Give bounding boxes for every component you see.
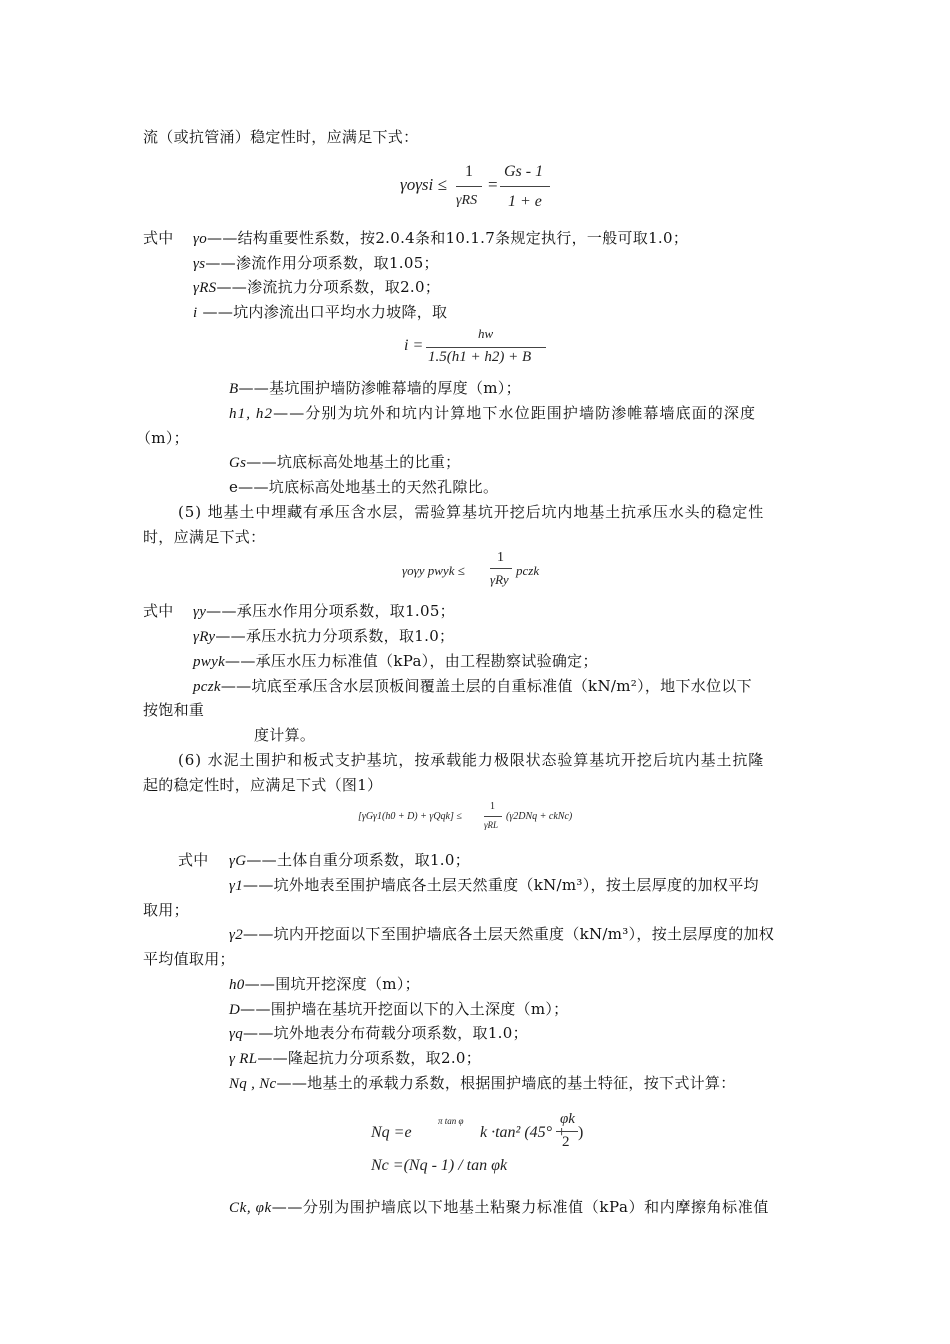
definition: γG——土体自重分项系数，取1.0；: [229, 851, 470, 869]
formula-close-paren: ): [578, 1124, 584, 1141]
definition: γRy——承压水抗力分项系数，取1.0；: [193, 627, 455, 645]
definition: γRS——渗流抗力分项系数，取2.0；: [193, 278, 441, 296]
formula-numerator: 1: [465, 163, 473, 180]
definition: pczk——坑底至承压含水层顶板间覆盖土层的自重标准值（kN/m²），地下水位以下: [193, 677, 752, 695]
fraction-bar: [490, 568, 512, 569]
definition: Gs——坑底标高处地基土的比重；: [229, 453, 461, 471]
definition: γ1——坑外地表至围护墙底各土层天然重度（kN/m³），按土层厚度的加权平均: [229, 876, 759, 894]
formula-denominator: 1.5(h1 + h2) + B: [428, 349, 532, 365]
formula-denominator: γRy: [490, 572, 509, 587]
formula-equals: =: [488, 175, 498, 194]
fraction-bar: [484, 816, 502, 817]
where-label: 式中: [178, 851, 209, 869]
definition: γ RL——隆起抗力分项系数，取2.0；: [229, 1049, 482, 1067]
definition: 度计算。: [254, 726, 316, 744]
formula-exponent: π tan φ: [438, 1116, 464, 1126]
definition: γo——结构重要性系数，按2.0.4条和10.1.7条规定执行，一般可取1.0；: [193, 229, 689, 247]
formula-denominator: 2: [562, 1134, 570, 1150]
definition: pwyk——承压水压力标准值（kPa），由工程勘察试验确定；: [193, 652, 598, 670]
definition: h0——围坑开挖深度（m）；: [229, 975, 420, 993]
definition: γq——坑外地表分布荷载分项系数，取1.0；: [229, 1024, 528, 1042]
formula-numerator: 1: [497, 550, 504, 565]
formula-denominator: γRS: [456, 193, 478, 208]
fraction-bar: [456, 186, 482, 187]
definition: γs——渗流作用分项系数，取1.05；: [193, 254, 439, 272]
definition: D——围护墙在基坑开挖面以下的入土深度（m）；: [229, 1000, 569, 1018]
formula-nq-mid: k ·tan² (45° +: [480, 1124, 567, 1141]
where-label: 式中: [143, 229, 174, 247]
formula-lhs: [γGγ1(h0 + D) + γQqk] ≤: [358, 811, 462, 822]
formula-denominator: γRL: [484, 820, 499, 830]
formula-denominator: 1 + e: [508, 193, 542, 210]
definition: i ——坑内渗流出口平均水力坡降，取: [193, 303, 448, 321]
definition: 按饱和重: [143, 701, 205, 719]
formula-rhs: pczk: [516, 563, 540, 578]
formula-lhs: i =: [404, 337, 424, 354]
paragraph-6-line2: 起的稳定性时，应满足下式（图1）: [143, 776, 383, 794]
formula-numerator: hw: [478, 326, 494, 341]
paragraph-6-line1: (6) 水泥土围护和板式支护基坑，按承载能力极限状态验算基坑开挖后坑内基土抗隆: [178, 751, 765, 769]
formula-nq-lhs: Nq =e: [371, 1124, 412, 1141]
definition: 平均值取用；: [143, 950, 235, 968]
fraction-bar: [426, 347, 546, 348]
formula-numerator: 1: [490, 801, 495, 812]
definition: γy——承压水作用分项系数，取1.05；: [193, 602, 455, 620]
definition: （m）；: [136, 429, 189, 447]
formula-lhs: γoγy pwyk ≤: [402, 563, 465, 578]
formula-numerator: Gs - 1: [504, 163, 544, 180]
definition: Ck, φk——分别为围护墙底以下地基土粘聚力标准值（kPa）和内摩擦角标准值: [229, 1198, 769, 1216]
paragraph-5-line1: (5) 地基土中埋藏有承压含水层，需验算基坑开挖后坑内地基土抗承压水头的稳定性: [178, 503, 765, 521]
definition: γ2——坑内开挖面以下至围护墙底各土层天然重度（kN/m³），按土层厚度的加权: [229, 925, 775, 943]
intro-line: 流（或抗管涌）稳定性时，应满足下式：: [143, 128, 419, 146]
formula-rhs: (γ2DNq + ckNc): [506, 811, 573, 822]
definition: h1, h2——分别为坑外和坑内计算地下水位距围护墙防渗帷幕墙底面的深度: [229, 404, 757, 422]
fraction-bar: [556, 1131, 578, 1132]
definition: Nq , Nc——地基土的承载力系数，根据围护墙底的基土特征，按下式计算：: [229, 1074, 736, 1092]
definition: B——基坑围护墙防渗帷幕墙的厚度（m）；: [229, 379, 521, 397]
definition: 取用；: [143, 901, 189, 919]
formula-numerator: φk: [560, 1111, 575, 1127]
formula-nc: Nc =(Nq - 1) / tan φk: [371, 1157, 508, 1174]
definition: e——坑底标高处地基土的天然孔隙比。: [229, 478, 499, 496]
formula-lhs: γoγsi ≤: [400, 175, 447, 194]
paragraph-5-line2: 时，应满足下式：: [143, 528, 266, 546]
fraction-bar: [500, 186, 550, 187]
where-label: 式中: [143, 602, 174, 620]
